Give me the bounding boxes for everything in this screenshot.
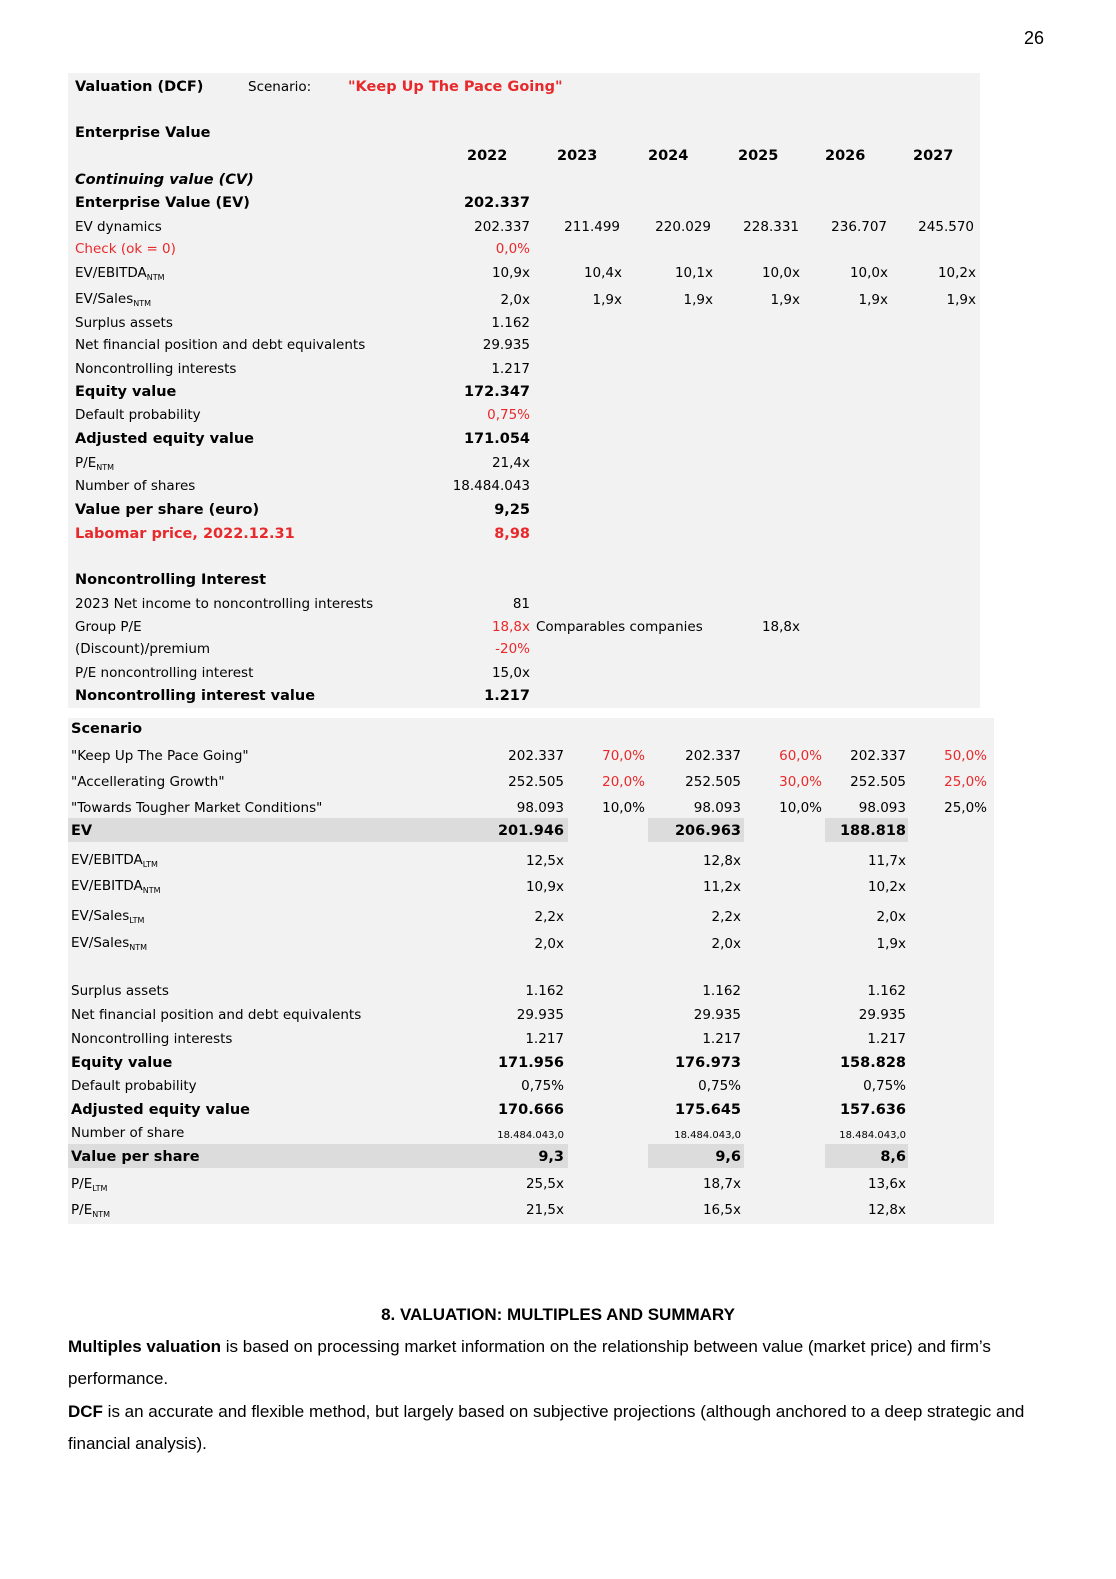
pe-value: 21,4x [491,455,530,471]
ev-sales-ntm-label: EV/Sales$_{NTM}$ [71,935,148,952]
sc-vps-label: Value per share [71,1149,200,1165]
paragraph-dcf [68,1396,1043,1460]
scenario-ev-cell: 206.963 [674,823,741,839]
sc-surplus-cell: 1.162 [525,983,564,999]
group-pe-value: 18,8x [491,619,530,635]
scenario-weight: 50,0% [944,748,987,764]
scenario-weight: 30,0% [779,774,822,790]
ev-dynamics-cell: 202.337 [474,219,530,235]
ev-sales-ntm-cell: 1,9x [876,936,906,952]
ev-label: Enterprise Value (EV) [75,195,250,211]
scenario-cell: 98.093 [516,800,564,816]
net-financial-value: 29.935 [482,337,530,353]
scenario-panel [68,718,994,1224]
scenario-weight: 10,0% [602,800,645,816]
ev-sales-label: EV/Sales$_{NTM}$ [75,291,152,308]
adjusted-equity-label: Adjusted equity value [75,431,255,447]
sc-pe-ntm-label: $P/E_{NTM}$ [71,1202,111,1219]
nci-net-income-value: 81 [512,596,530,612]
default-probability-label: Default probability [75,407,201,423]
paragraph-multiples-text: is based on processing market information on the relationship between value (market price) and firm’s performance. [68,1337,991,1388]
scenario-cell: 98.093 [858,800,906,816]
sc-shares-cell: 18.484.043,0 [674,1130,741,1141]
sc-default-cell: 0,75% [521,1078,564,1094]
sc-default-label: Default probability [71,1078,197,1094]
sc-pe-ntm-cell: 21,5x [525,1202,564,1218]
sc-equity-cell: 158.828 [839,1055,906,1071]
scenario-label: Scenario: [248,79,312,95]
sc-surplus-label: Surplus assets [71,983,169,999]
price-value: 8,98 [494,526,530,542]
adjusted-equity-value: 171.054 [463,431,530,447]
ev-value: 202.337 [463,195,530,211]
ev-ebitda-ltm-cell: 12,8x [702,853,741,869]
sc-pe-ltm-cell: 18,7x [702,1176,741,1192]
sc-noncontrolling-cell: 1.217 [702,1031,741,1047]
ev-ebitda-cell: 10,4x [583,265,622,281]
scenario-cell: 98.093 [693,800,741,816]
sc-default-cell: 0,75% [698,1078,741,1094]
ev-dynamics-label: EV dynamics [75,219,162,235]
check-label: Check (ok = 0) [75,241,176,257]
scenario-ev-cell: 188.818 [839,823,906,839]
surplus-assets-value: 1.162 [491,315,530,331]
paragraph-multiples [68,1331,1043,1395]
ev-ebitda-ntm-label: $EV/EBITDA_{NTM}$ [71,878,161,895]
sc-net-financial-cell: 29.935 [516,1007,564,1023]
ev-ebitda-ntm-cell: 11,2x [702,879,741,895]
ev-dynamics-cell: 220.029 [655,219,711,235]
value-per-share-label: Value per share (euro) [75,502,260,518]
sc-adjusted-cell: 175.645 [674,1102,741,1118]
shares-value: 18.484.043 [452,478,530,494]
ev-dynamics-cell: 228.331 [743,219,799,235]
ev-ebitda-ntm-cell: 10,2x [867,879,906,895]
default-probability-value: 0,75% [487,407,530,423]
section-title: 8. VALUATION: MULTIPLES AND SUMMARY [381,1305,735,1324]
year-header: 2024 [648,148,689,164]
nci-net-income-label: 2023 Net income to noncontrolling interests [75,596,374,612]
check-value: 0,0% [495,241,530,257]
sc-surplus-cell: 1.162 [867,983,906,999]
sc-default-cell: 0,75% [863,1078,906,1094]
discount-value: -20% [495,641,530,657]
scenario-row-label: "Towards Tougher Market Conditions" [71,800,323,816]
scenario-name: "Keep Up The Pace Going" [348,79,563,95]
sc-adjusted-cell: 157.636 [839,1102,906,1118]
scenario-weight: 25,0% [944,800,987,816]
year-header: 2025 [738,148,779,164]
year-header: 2027 [913,148,954,164]
pe-label: $P/E_{NTM}$ [75,455,115,472]
ev-sales-ntm-cell: 2,0x [534,936,564,952]
scenario-cell: 202.337 [508,748,564,764]
scenario-row-label: "Accellerating Growth" [71,774,225,790]
sc-pe-ltm-cell: 13,6x [867,1176,906,1192]
discount-label: (Discount)/premium [75,641,211,657]
ev-dynamics-cell: 245.570 [918,219,974,235]
sc-adjusted-label: Adjusted equity value [71,1102,251,1118]
price-label: Labomar price, 2022.12.31 [75,526,295,542]
scenario-heading: Scenario [71,721,143,737]
ev-sales-ltm-label: EV/Sales$_{LTM}$ [71,908,145,925]
scenario-cell: 252.505 [685,774,741,790]
ev-sales-cell: 1,9x [770,292,800,308]
sc-surplus-cell: 1.162 [702,983,741,999]
sc-net-financial-label: Net financial position and debt equivalents [71,1007,362,1023]
value-per-share: 9,25 [494,502,530,518]
sc-equity-label: Equity value [71,1055,173,1071]
scenario-weight: 20,0% [602,774,645,790]
ev-dynamics-cell: 211.499 [564,219,620,235]
ev-ebitda-cell: 10,0x [849,265,888,281]
comparables-value: 18,8x [761,619,800,635]
ev-sales-ltm-cell: 2,2x [711,909,741,925]
sc-noncontrolling-cell: 1.217 [525,1031,564,1047]
ev-sales-ltm-cell: 2,2x [534,909,564,925]
ev-ebitda-cell: 10,2x [937,265,976,281]
equity-value-label: Equity value [75,384,177,400]
scenario-weight: 70,0% [602,748,645,764]
pe-nci-value: 15,0x [491,665,530,681]
surplus-assets-label: Surplus assets [75,315,173,331]
noncontrolling-value: 1.217 [491,361,530,377]
scenario-cell: 252.505 [508,774,564,790]
sc-pe-ntm-cell: 12,8x [867,1202,906,1218]
sc-shares-cell: 18.484.043,0 [839,1130,906,1141]
scenario-row-label: "Keep Up The Pace Going" [71,748,249,764]
ev-sales-cell: 1,9x [683,292,713,308]
scenario-cell: 202.337 [850,748,906,764]
sc-net-financial-cell: 29.935 [693,1007,741,1023]
sc-shares-cell: 18.484.043,0 [497,1130,564,1141]
paragraph-multiples-bold: Multiples valuation [68,1337,222,1356]
ev-sales-ntm-cell: 2,0x [711,936,741,952]
ev-sales-cell: 1,9x [946,292,976,308]
sc-noncontrolling-cell: 1.217 [867,1031,906,1047]
ev-sales-cell: 2,0x [500,292,530,308]
scenario-weight: 60,0% [779,748,822,764]
ev-ebitda-ltm-label: $EV/EBITDA_{LTM}$ [71,852,158,869]
nci-value-label: Noncontrolling interest value [75,688,316,704]
equity-value: 172.347 [463,384,530,400]
sc-vps-cell: 9,6 [715,1149,741,1165]
page-number: 26 [1023,28,1044,48]
comparables-label: Comparables companies [536,619,703,635]
ev-dynamics-cell: 236.707 [831,219,887,235]
sc-pe-ltm-cell: 25,5x [525,1176,564,1192]
ev-ebitda-cell: 10,0x [761,265,800,281]
paragraph-dcf-text: is an accurate and flexible method, but largely based on subjective projections (although anchored to a deep strategic and financial analysis). [68,1402,1025,1453]
ev-sales-cell: 1,9x [858,292,888,308]
ev-ebitda-ltm-cell: 11,7x [867,853,906,869]
sc-shares-label: Number of share [71,1125,185,1141]
ev-ebitda-ltm-cell: 12,5x [525,853,564,869]
ev-sales-ltm-cell: 2,0x [876,909,906,925]
ev-sales-cell: 1,9x [592,292,622,308]
dcf-panel [68,73,980,708]
ev-ebitda-cell: 10,1x [674,265,713,281]
nci-value: 1.217 [484,688,530,704]
sc-net-financial-cell: 29.935 [858,1007,906,1023]
sc-vps-cell: 8,6 [880,1149,906,1165]
year-header: 2023 [557,148,598,164]
sc-equity-cell: 176.973 [674,1055,741,1071]
ev-ebitda-cell: 10,9x [491,265,530,281]
ev-ebitda-ntm-cell: 10,9x [525,879,564,895]
pe-nci-label: P/E noncontrolling interest [75,665,254,681]
sc-adjusted-cell: 170.666 [497,1102,564,1118]
noncontrolling-label: Noncontrolling interests [75,361,237,377]
ev-heading: Enterprise Value [75,125,211,141]
dcf-title: Valuation (DCF) [75,79,204,95]
paragraph-dcf-bold: DCF [68,1402,103,1421]
scenario-cell: 202.337 [685,748,741,764]
shares-label: Number of shares [75,478,196,494]
scenario-cell: 252.505 [850,774,906,790]
nci-heading: Noncontrolling Interest [75,572,267,588]
sc-pe-ntm-cell: 16,5x [702,1202,741,1218]
net-financial-label: Net financial position and debt equivalents [75,337,366,353]
scenario-weight: 10,0% [779,800,822,816]
sc-equity-cell: 171.956 [497,1055,564,1071]
scenario-ev-cell: 201.946 [497,823,564,839]
sc-noncontrolling-label: Noncontrolling interests [71,1031,233,1047]
year-header: 2022 [467,148,508,164]
year-header: 2026 [825,148,866,164]
continuing-value-label: Continuing value (CV) [75,172,254,188]
ev-ebitda-label: $EV/EBITDA_{NTM}$ [75,265,165,282]
sc-pe-ltm-label: $P/E_{LTM}$ [71,1176,108,1193]
scenario-weight: 25,0% [944,774,987,790]
sc-vps-cell: 9,3 [538,1149,564,1165]
scenario-ev-label: EV [71,823,93,839]
group-pe-label: Group P/E [75,619,142,635]
